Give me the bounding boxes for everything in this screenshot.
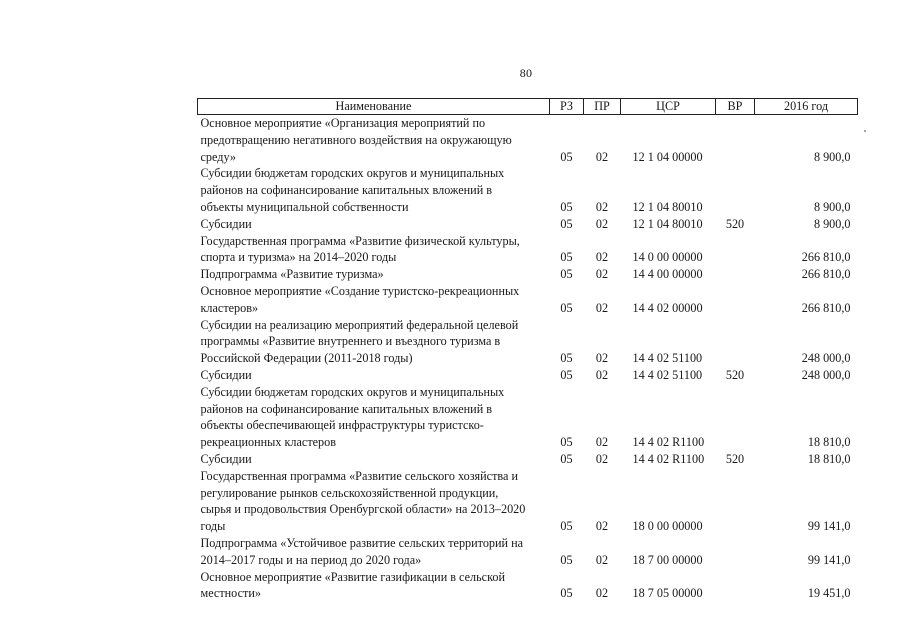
- scan-speck: [864, 130, 866, 132]
- row-vr: [716, 165, 755, 215]
- row-amount: 18 810,0: [807, 435, 851, 450]
- row-name-line: Субсидии на реализацию мероприятий федеральной целевой: [200, 317, 519, 332]
- row-amount: 266 810,0: [801, 250, 851, 265]
- table-row: [198, 384, 858, 451]
- row-vr: 520: [725, 216, 745, 231]
- row-rz: 05: [560, 367, 573, 382]
- row-name-line: Подпрограмма «Развитие туризма»: [200, 267, 384, 282]
- header-pr: ПР: [584, 99, 621, 115]
- row-name-line: районов на софинансирование капитальных вложений в: [200, 183, 493, 198]
- row-csr: 14 4 02 R1100: [632, 435, 705, 450]
- row-name: [198, 468, 550, 535]
- row-name-line: районов на софинансирование капитальных вложений в: [200, 401, 493, 416]
- row-name-line: Основное мероприятие «Развитие газификации в сельской: [200, 569, 505, 584]
- row-name-line: Субсидии: [200, 367, 252, 382]
- row-vr: [716, 266, 755, 283]
- row-amount: 8 900,0: [813, 199, 851, 214]
- row-name: [198, 165, 550, 215]
- row-name-line: Государственная программа «Развитие сельского хозяйства и: [200, 468, 518, 483]
- row-pr: 02: [595, 519, 609, 534]
- row-name-line: 2014–2017 годы и на период до 2020 года»: [200, 552, 422, 567]
- header-csr: ЦСР: [621, 99, 716, 115]
- row-name: [198, 317, 550, 367]
- row-pr: 02: [595, 586, 609, 601]
- row-name-line: объекты обеспечивающей инфраструктуры туристско-: [200, 418, 484, 433]
- row-vr: 520: [725, 367, 745, 382]
- header-vr: ВР: [716, 99, 755, 115]
- row-name-line: Основное мероприятие «Организация мероприятий по: [200, 116, 486, 130]
- row-amount: 266 810,0: [801, 300, 851, 315]
- row-rz: 05: [560, 552, 573, 567]
- row-csr: 12 1 04 00000: [632, 149, 703, 164]
- row-name-line: кластеров»: [200, 300, 259, 315]
- table-row: [198, 451, 858, 468]
- row-name-line: программы «Развитие внутреннего и въездного туризма в: [200, 334, 501, 349]
- row-rz: 05: [560, 267, 573, 282]
- row-csr: 18 7 00 00000: [632, 552, 703, 567]
- row-amount: 266 810,0: [801, 267, 851, 282]
- row-vr: [716, 384, 755, 451]
- table-row: [198, 317, 858, 367]
- table-body: [198, 115, 858, 603]
- row-name-line: спорта и туризма» на 2014–2020 годы: [200, 250, 397, 265]
- table-row: [198, 165, 858, 215]
- table-row: [198, 569, 858, 603]
- row-pr: 02: [595, 367, 609, 382]
- row-pr: 02: [595, 199, 609, 214]
- row-pr: 02: [595, 435, 609, 450]
- row-name: [198, 233, 550, 267]
- row-name-line: Российской Федерации (2011-2018 годы): [200, 351, 413, 366]
- row-name-line: Субсидии бюджетам городских округов и муниципальных: [200, 384, 505, 399]
- row-vr: [716, 115, 755, 166]
- row-name: [198, 266, 550, 283]
- row-name-line: Субсидии бюджетам городских округов и муниципальных: [200, 166, 505, 181]
- table-row: [198, 367, 858, 384]
- row-name-line: объекты муниципальной собственности: [200, 199, 409, 214]
- row-rz: 05: [560, 250, 573, 265]
- table-header: [198, 99, 858, 115]
- row-vr: [716, 233, 755, 267]
- row-name-line: Субсидии: [200, 451, 252, 466]
- row-pr: 02: [595, 300, 609, 315]
- row-rz: 05: [560, 300, 573, 315]
- table-row: [198, 283, 858, 317]
- row-csr: 12 1 04 80010: [632, 199, 703, 214]
- row-name: [198, 283, 550, 317]
- row-csr: 14 4 00 00000: [632, 267, 703, 282]
- row-name-line: Основное мероприятие «Создание туристско-рекреационных: [200, 283, 520, 298]
- table-row: [198, 266, 858, 283]
- table-row: [198, 468, 858, 535]
- row-vr: 520: [725, 451, 745, 466]
- row-vr: [716, 535, 755, 569]
- row-pr: 02: [595, 552, 609, 567]
- row-amount: 248 000,0: [801, 367, 851, 382]
- row-pr: 02: [595, 267, 609, 282]
- budget-table: [197, 98, 858, 602]
- row-pr: 02: [595, 149, 609, 164]
- row-amount: 248 000,0: [801, 351, 851, 366]
- table-row: [198, 115, 858, 166]
- row-amount: 18 810,0: [807, 451, 851, 466]
- page-number: 80: [519, 66, 533, 80]
- row-vr: [716, 468, 755, 535]
- row-name: [198, 216, 550, 233]
- row-vr: [716, 317, 755, 367]
- row-csr: 14 0 00 00000: [632, 250, 703, 265]
- row-rz: 05: [560, 451, 573, 466]
- row-name-line: местности»: [200, 586, 261, 601]
- row-pr: 02: [595, 451, 609, 466]
- row-csr: 14 4 02 51100: [632, 367, 703, 382]
- row-rz: 05: [560, 199, 573, 214]
- row-name-line: Подпрограмма «Устойчивое развитие сельских территорий на: [200, 535, 524, 550]
- row-csr: 12 1 04 80010: [632, 216, 703, 231]
- row-pr: 02: [595, 250, 609, 265]
- row-name: [198, 451, 550, 468]
- header-rz: РЗ: [550, 99, 584, 115]
- row-name-line: Государственная программа «Развитие физической культуры,: [200, 233, 520, 248]
- row-vr: [716, 569, 755, 603]
- row-rz: 05: [560, 216, 573, 231]
- row-amount: 8 900,0: [813, 216, 851, 231]
- row-amount: 8 900,0: [813, 149, 851, 164]
- row-csr: 14 4 02 R1100: [632, 451, 705, 466]
- row-name-line: годы: [200, 519, 226, 534]
- row-pr: 02: [595, 216, 609, 231]
- table-row: [198, 216, 858, 233]
- row-rz: 05: [560, 149, 573, 164]
- row-csr: 18 0 00 00000: [632, 519, 703, 534]
- header-row: [198, 99, 858, 115]
- row-name: [198, 367, 550, 384]
- row-amount: 99 141,0: [807, 519, 851, 534]
- row-rz: 05: [560, 435, 573, 450]
- row-name-line: сырья и продовольствия Оренбургской области» на 2013–2020: [200, 502, 526, 517]
- row-pr: 02: [595, 351, 609, 366]
- row-rz: 05: [560, 586, 573, 601]
- row-name: [198, 535, 550, 569]
- row-name-line: регулирование рынков сельскохозяйственной продукции,: [200, 485, 499, 500]
- row-amount: 19 451,0: [807, 586, 851, 601]
- row-rz: 05: [560, 519, 573, 534]
- header-name: Наименование: [198, 99, 550, 115]
- row-name-line: предотвращению негативного воздействия на окружающую: [200, 132, 512, 147]
- row-name: [198, 115, 550, 166]
- row-name-line: Субсидии: [200, 216, 252, 231]
- row-csr: 18 7 05 00000: [632, 586, 703, 601]
- row-name-line: среду»: [200, 149, 236, 164]
- row-name: [198, 569, 550, 603]
- row-name: [198, 384, 550, 451]
- table-row: [198, 535, 858, 569]
- header-amount: 2016 год: [755, 99, 858, 115]
- table-row: [198, 233, 858, 267]
- row-csr: 14 4 02 51100: [632, 351, 703, 366]
- row-rz: 05: [560, 351, 573, 366]
- row-name-line: рекреационных кластеров: [200, 435, 336, 450]
- row-vr: [716, 283, 755, 317]
- row-amount: 99 141,0: [807, 552, 851, 567]
- row-csr: 14 4 02 00000: [632, 300, 703, 315]
